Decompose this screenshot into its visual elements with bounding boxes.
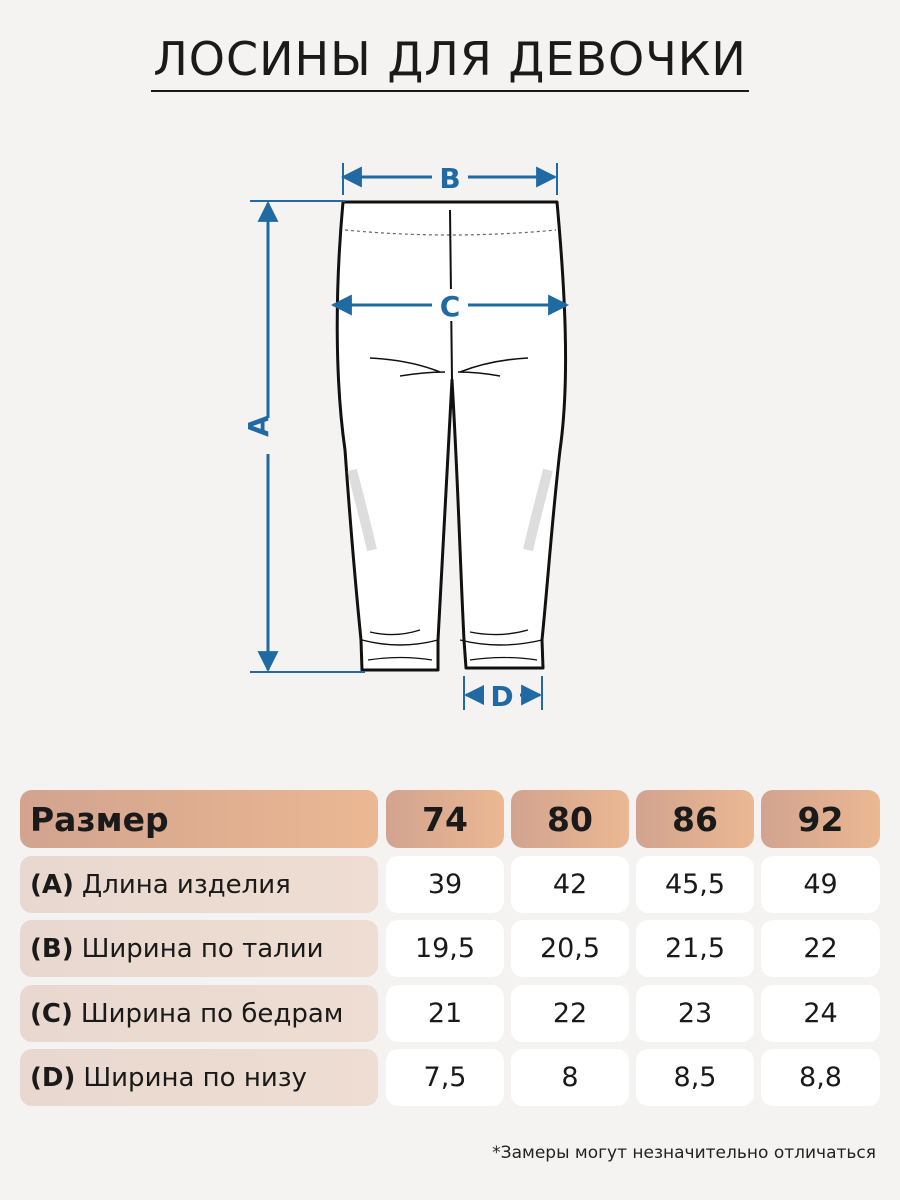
table-cell: 22 (511, 985, 629, 1042)
table-cell: 42 (511, 856, 629, 913)
table-cell: 39 (386, 856, 504, 913)
row-label-hem (20, 1049, 378, 1106)
header-size-74: 74 (386, 790, 504, 848)
table-cell: 23 (636, 985, 754, 1042)
table-cell: 21,5 (636, 920, 754, 977)
table-cell: 45,5 (636, 856, 754, 913)
row-code: (D) (30, 1062, 76, 1093)
row-name: Ширина по бедрам (80, 998, 344, 1029)
header-size-86: 86 (636, 790, 754, 848)
measure-a-label: A (242, 415, 275, 437)
table-cell: 19,5 (386, 920, 504, 977)
row-name: Длина изделия (81, 869, 291, 900)
measure-c-label: C (439, 290, 461, 323)
row-label-waist (20, 920, 378, 977)
table-cell: 7,5 (386, 1049, 504, 1106)
row-label-hips (20, 985, 378, 1042)
table-cell: 49 (761, 856, 880, 913)
table-cell: 22 (761, 920, 880, 977)
measure-b-label: B (439, 162, 461, 195)
page-title-text: ЛОСИНЫ ДЛЯ ДЕВОЧКИ (151, 30, 749, 92)
table-cell: 8,5 (636, 1049, 754, 1106)
header-size-80: 80 (511, 790, 629, 848)
table-cell: 21 (386, 985, 504, 1042)
row-code: (C) (30, 998, 73, 1029)
row-label-length (20, 856, 378, 913)
row-name: Ширина по талии (81, 933, 324, 964)
table-cell: 24 (761, 985, 880, 1042)
row-name: Ширина по низу (83, 1062, 307, 1093)
row-code: (B) (30, 933, 74, 964)
header-size-92: 92 (761, 790, 880, 848)
row-code: (A) (30, 869, 74, 900)
measure-d-label: D (490, 680, 514, 713)
table-cell: 20,5 (511, 920, 629, 977)
table-cell: 8,8 (761, 1049, 880, 1106)
header-size-label: Размер (20, 790, 378, 848)
table-cell: 8 (511, 1049, 629, 1106)
footnote: *Замеры могут незначительно отличаться (492, 1143, 876, 1163)
